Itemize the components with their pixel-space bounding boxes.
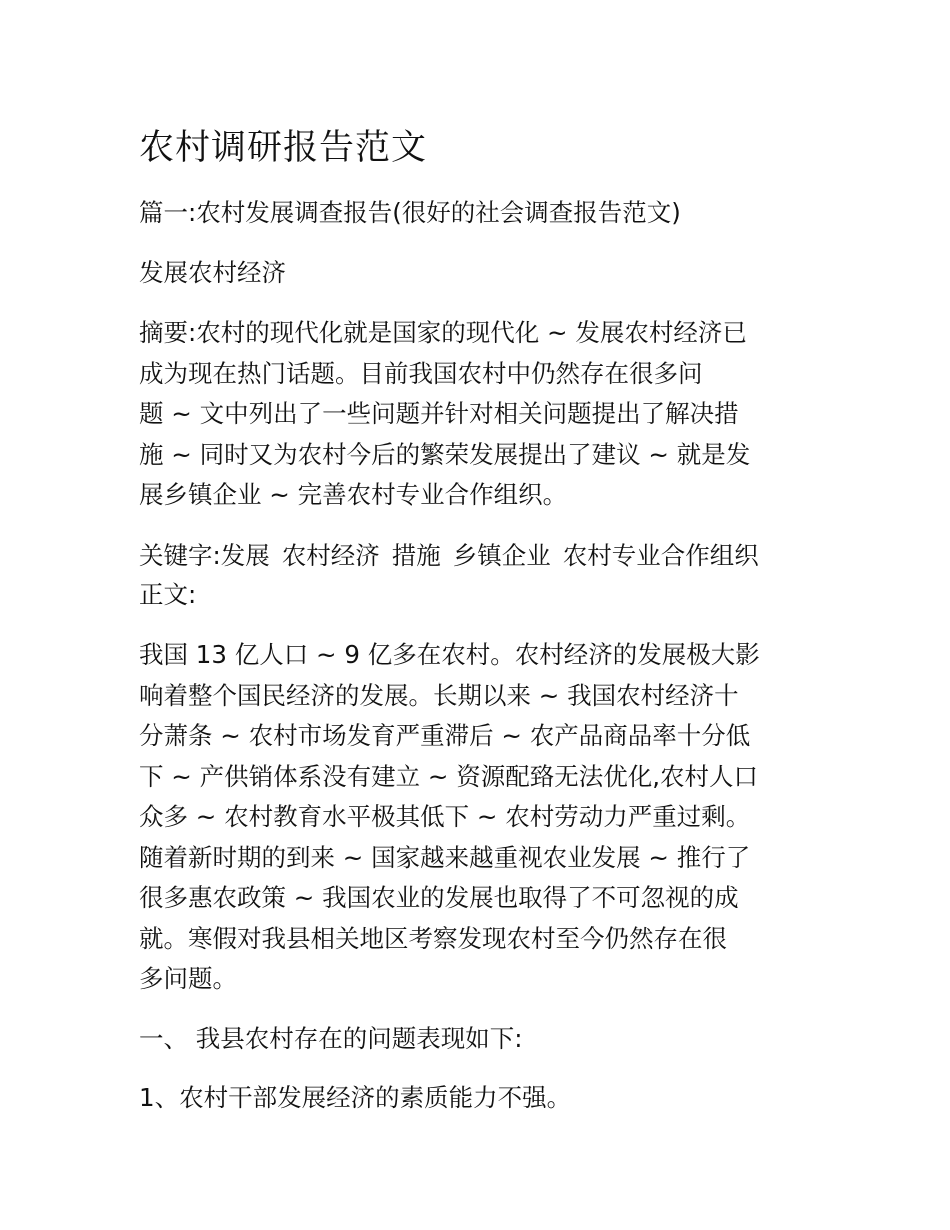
- body-line: 下 ~ 产供销体系没有建立 ~ 资源配臵无法优化,农村人口: [139, 761, 758, 791]
- body-paragraph: [139, 635, 760, 1000]
- document-subtitle: 篇一:农村发展调查报告(很好的社会调查报告范文): [139, 198, 681, 227]
- body-line: 多问题。: [139, 964, 237, 993]
- body-line: 就。寒假对我县相关地区考察发现农村至今仍然存在很: [139, 923, 727, 953]
- abstract-line: 展乡镇企业 ~ 完善农村专业合作组织。: [139, 480, 568, 509]
- abstract-line: 施 ~ 同时又为农村今后的繁荣发展提出了建议 ~ 就是发: [139, 439, 751, 469]
- body-label: 正文:: [139, 580, 197, 609]
- keyword: 农村专业合作组织: [562, 541, 759, 570]
- abstract-line: 摘要:农村的现代化就是国家的现代化 ~ 发展农村经济已: [139, 318, 747, 347]
- keywords-label: 关键字:发展: [139, 541, 270, 570]
- body-line: 随着新时期的到来 ~ 国家越来越重视农业发展 ~ 推行了: [139, 842, 751, 872]
- body-line: 很多惠农政策 ~ 我国农业的发展也取得了不可忽视的成: [139, 883, 739, 912]
- section-heading: 发展农村经济: [139, 258, 286, 287]
- abstract-line: 成为现在热门话题。目前我国农村中仍然存在很多问: [139, 358, 703, 388]
- keyword: 措施: [391, 541, 441, 570]
- body-line: 分萧条 ~ 农村市场发育严重滞后 ~ 农产品商品率十分低: [139, 721, 751, 750]
- keywords-line: [139, 536, 771, 576]
- keyword: 乡镇企业: [452, 541, 551, 570]
- body-line: 众多 ~ 农村教育水平极其低下 ~ 农村劳动力严重过剩。: [139, 802, 751, 831]
- body-line: 响着整个国民经济的发展。长期以来 ~ 我国农村经济十: [139, 680, 739, 710]
- point-one: 1、农村干部发展经济的素质能力不强。: [139, 1083, 572, 1112]
- section-one-heading: 一、 我县农村存在的问题表现如下:: [139, 1024, 523, 1053]
- abstract-line: 题 ~ 文中列出了一些问题并针对相关问题提出了解决措: [139, 399, 739, 428]
- abstract-paragraph: [139, 313, 750, 516]
- document-title: 农村调研报告范文: [139, 128, 428, 168]
- keyword: 农村经济: [281, 541, 380, 570]
- body-line: 我国 13 亿人口 ~ 9 亿多在农村。农村经济的发展极大影: [139, 640, 760, 669]
